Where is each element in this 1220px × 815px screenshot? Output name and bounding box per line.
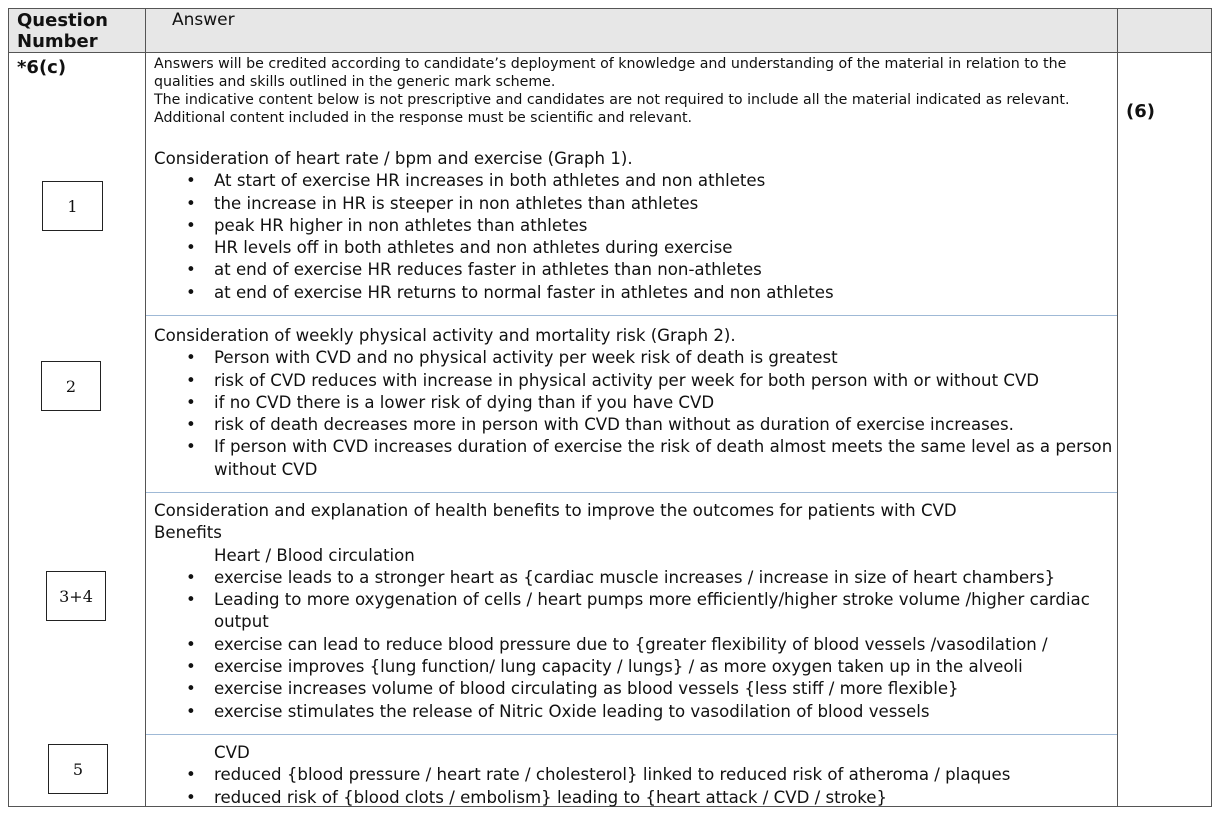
bullet-list bbox=[154, 764, 1114, 809]
question-id: *6(c) bbox=[17, 57, 67, 78]
header-question-number: Question Number bbox=[17, 10, 108, 52]
section-heading: Consideration of heart rate / bpm and exercise (Graph 1). bbox=[154, 149, 633, 168]
section-health-benefits bbox=[154, 500, 1114, 723]
column-divider-question bbox=[145, 8, 146, 807]
header-divider bbox=[8, 52, 1212, 53]
intro-paragraph: The indicative content below is not prescriptive and candidates are not required to include all the material indicated as relevant. Additional content included in the response must be scientific and relevant. bbox=[154, 92, 1070, 126]
section-heading: Consideration of weekly physical activity and mortality risk (Graph 2). bbox=[154, 326, 736, 345]
section-heading: Consideration and explanation of health benefits to improve the outcomes for patients with CVD bbox=[154, 501, 957, 520]
list-item: • at end of exercise HR returns to normal faster in athletes and non athletes bbox=[154, 282, 1114, 304]
list-item: • at end of exercise HR reduces faster in athletes than non-athletes bbox=[154, 259, 1114, 281]
list-item: • exercise improves {lung function/ lung capacity / lungs} / as more oxygen taken up in the alveoli bbox=[154, 656, 1114, 678]
bullet-list bbox=[154, 567, 1114, 723]
list-item: • risk of death decreases more in person with CVD than without as duration of exercise increases. bbox=[154, 414, 1114, 436]
group-title: CVD bbox=[214, 743, 250, 762]
column-divider-marks bbox=[1117, 8, 1118, 807]
bullet-list bbox=[154, 347, 1114, 481]
bullet-list bbox=[154, 170, 1114, 304]
section-physical-activity bbox=[154, 325, 1114, 481]
section-divider bbox=[146, 734, 1117, 735]
list-item: • reduced risk of {blood clots / embolism} leading to {heart attack / CVD / stroke} bbox=[154, 787, 1114, 809]
list-item: • Leading to more oxygenation of cells / heart pumps more efficiently/higher stroke volume /higher cardiac output bbox=[154, 589, 1114, 634]
section-subheading: Benefits bbox=[154, 523, 222, 543]
section-cvd bbox=[154, 742, 1114, 809]
section-box-label: 1 bbox=[42, 181, 103, 231]
list-item: • Person with CVD and no physical activity per week risk of death is greatest bbox=[154, 347, 1114, 369]
section-divider bbox=[146, 492, 1117, 493]
section-box-label: 3+4 bbox=[46, 571, 106, 621]
list-item: • If person with CVD increases duration of exercise the risk of death almost meets the same level as a person without CVD bbox=[154, 436, 1114, 481]
intro-text bbox=[154, 55, 1104, 127]
header-answer: Answer bbox=[172, 10, 235, 30]
list-item: • the increase in HR is steeper in non athletes than athletes bbox=[154, 193, 1114, 215]
list-item: • exercise leads to a stronger heart as {cardiac muscle increases / increase in size of heart chambers} bbox=[154, 567, 1114, 589]
list-item: • risk of CVD reduces with increase in physical activity per week for both person with or without CVD bbox=[154, 370, 1114, 392]
list-item: • peak HR higher in non athletes than athletes bbox=[154, 215, 1114, 237]
list-item: • HR levels off in both athletes and non athletes during exercise bbox=[154, 237, 1114, 259]
intro-paragraph: Answers will be credited according to candidate’s deployment of knowledge and understanding of the material in relation to the qualities and skills outlined in the generic mark scheme. bbox=[154, 56, 1067, 90]
section-divider bbox=[146, 315, 1117, 316]
list-item: • if no CVD there is a lower risk of dying than if you have CVD bbox=[154, 392, 1114, 414]
section-box-label: 2 bbox=[41, 361, 101, 411]
list-item: • exercise increases volume of blood circulating as blood vessels {less stiff / more flexible} bbox=[154, 678, 1114, 700]
section-heart-rate bbox=[154, 148, 1114, 304]
list-item: • At start of exercise HR increases in both athletes and non athletes bbox=[154, 170, 1114, 192]
list-item: • reduced {blood pressure / heart rate / cholesterol} linked to reduced risk of atheroma / plaques bbox=[154, 764, 1114, 786]
section-box-label: 5 bbox=[48, 744, 108, 794]
list-item: • exercise stimulates the release of Nitric Oxide leading to vasodilation of blood vessels bbox=[154, 701, 1114, 723]
group-title: Heart / Blood circulation bbox=[214, 545, 415, 565]
list-item: • exercise can lead to reduce blood pressure due to {greater flexibility of blood vessels /vasodilation / bbox=[154, 634, 1114, 656]
marks-available: (6) bbox=[1126, 101, 1155, 122]
